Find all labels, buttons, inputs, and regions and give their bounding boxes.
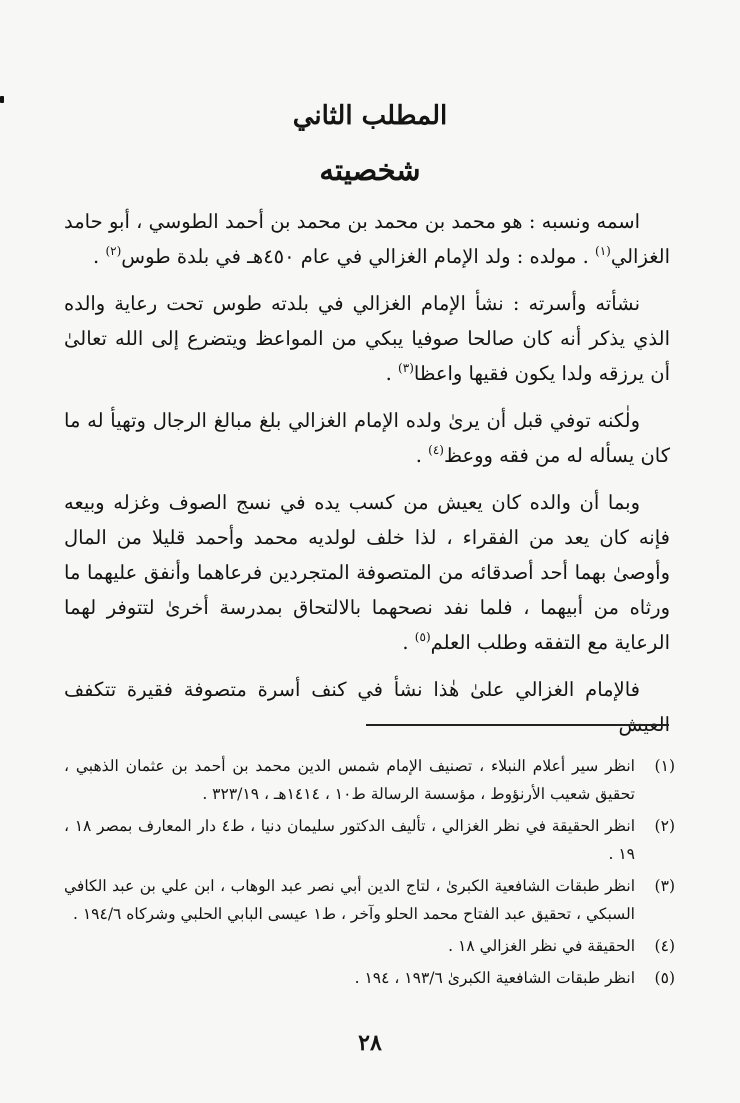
page-number: ٢٨ [358, 1030, 382, 1056]
footnotes [64, 752, 675, 996]
section-title: المطلب الثاني [292, 101, 448, 131]
paragraph-name-birth: اسمه ونسبه : هو محمد بن محمد بن محمد بن أحمد الطوسي ، أبو حامد الغزالي$^{(١)}$ . مولده : ولد الإمام الغزالي في عام ٤٥٠هـ في بلدة طوس$^{(٢)}$ . [64, 210, 670, 268]
footnote-number: (٤) [654, 937, 675, 955]
footnote-item [64, 932, 675, 960]
footnote-number: (٥) [654, 969, 675, 987]
footnote-divider [366, 724, 669, 726]
main-text [64, 204, 670, 754]
footnote-text: انظر سير أعلام النبلاء ، تصنيف الإمام شمس الدين محمد بن أحمد بن عثمان الذهبي ، تحقيق شعيب الأرنؤوط ، مؤسسة الرسالة ط١٠ ، ١٤١٤هـ ، ٣٢٣/١٩ . [64, 757, 635, 803]
footnote-ref: (٥) [414, 630, 431, 644]
footnote-text: الحقيقة في نظر الغزالي ١٨ . [448, 937, 635, 955]
paragraph-father-death: ولٰكنه توفي قبل أن يرىٰ ولده الإمام الغزالي بلغ مبالغ الرجال وتهيأ له ما كان يسأله له من فقه ووعظ$^{(٤)}$ . [64, 409, 670, 467]
footnote-ref: (٣) [398, 361, 414, 375]
chapter-title: شخصيته [319, 153, 421, 187]
footnote-ref: (٤) [428, 443, 444, 457]
footnote-item [64, 812, 675, 868]
paragraph-poverty: وبما أن والده كان يعيش من كسب يده في نسج الصوف وغزله وبيعه فإنه كان يعد من الفقراء ، لذا خلف لولديه محمد وأحمد قليلا من المال وأوصىٰ بهما أحد أصدقائه من المتصوفة المتجردين فرعاهما وأنفق عليهما ما ورثاه من أبيهما ، فلما نفد نصحهما بالالتحاق بمدرسة أخرىٰ لتتوفر لهما الرعاية مع التفقه وطلب العلم$^{(٥)}$ . [64, 491, 670, 654]
paragraph-upbringing: نشأته وأسرته : نشأ الإمام الغزالي في بلدته طوس تحت رعاية والده الذي يذكر أنه كان صالحا صوفيا يبكي من المواعظ ويتضرع إلى الله تعالىٰ أن يرزقه ولدا يكون فقيها واعظا$^{(٣)}$ . [64, 292, 670, 385]
footnote-text: انظر طبقات الشافعية الكبرىٰ ١٩٣/٦ ، ١٩٤ . [354, 969, 635, 987]
footnote-ref: (٢) [105, 244, 122, 258]
footnote-text: انظر الحقيقة في نظر الغزالي ، تأليف الدكتور سليمان دنيا ، ط٤ دار المعارف بمصر ١٨ ، ١٩ . [64, 817, 636, 863]
footnote-number: (٣) [654, 877, 675, 895]
footnote-text: انظر طبقات الشافعية الكبرىٰ ، لتاج الدين أبي نصر عبد الوهاب ، ابن علي بن عبد الكافي السبكي ، تحقيق عبد الفتاح محمد الحلو وآخر ، ط١ عيسى البابي الحلبي وشركاه ١٩٤/٦ . [64, 877, 635, 923]
footnote-item [64, 872, 675, 928]
footnote-ref: (١) [595, 244, 611, 258]
footnote-number: (٢) [654, 817, 675, 835]
footnote-item [64, 752, 675, 808]
footnote-number: (١) [654, 757, 675, 775]
paragraph-conclusion: فالإمام الغزالي علىٰ هٰذا نشأ في كنف أسرة متصوفة فقيرة تتكفف العيش [64, 678, 670, 736]
footnote-item [64, 964, 675, 992]
